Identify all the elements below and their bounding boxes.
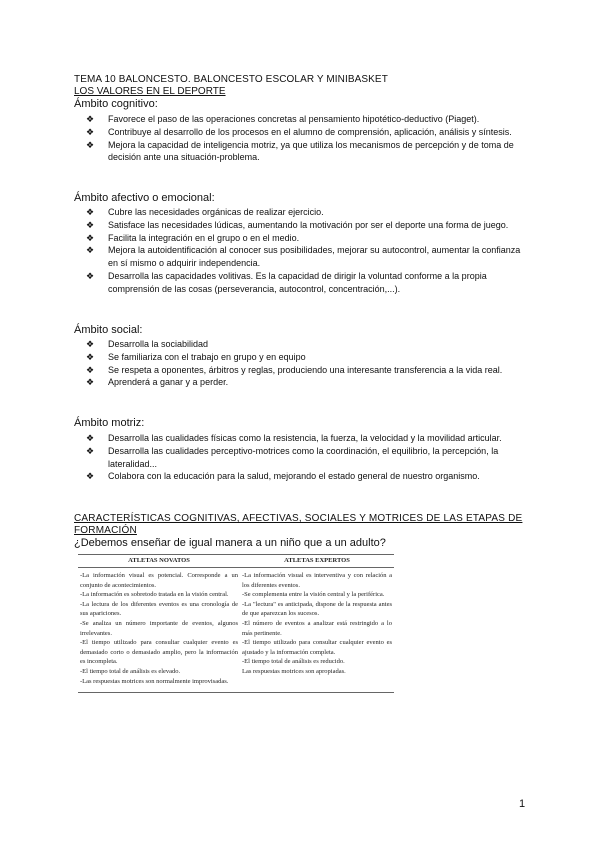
list-item: ❖ Se respeta a oponentes, árbitros y reglas, produciendo una interesante transferencia a la vida real. <box>86 364 503 375</box>
diamond-bullet-icon: ❖ <box>86 471 95 482</box>
table-cell-line: -La "lectura" es anticipada, dispone de la respuesta antes de que aparezcan los sucesos. <box>242 600 392 618</box>
table-cell-line: -La información visual es potencial. Corresponde a un conjunto de acontecimientos. <box>80 572 238 589</box>
table-cell-line: -El tiempo utilizado para consultar cualquier evento es demasiado corto o demasiado amplio, pero la información es incompleta. <box>80 639 238 666</box>
question-text: ¿Debemos enseñar de igual manera a un niño que a un adulto? <box>74 537 386 549</box>
table-cell-line: -El tiempo total de análisis es reducido. <box>242 658 345 666</box>
heading-ambito-social: Ámbito social: <box>74 324 143 336</box>
list-item: ❖ Desarrolla las capacidades volitivas. Es la capacidad de dirigir la voluntad conforme a la propia comprensión de las cosas (perseverancia, autocontrol, concentración,...). <box>86 270 487 294</box>
table-row <box>78 568 394 693</box>
list-item: ❖ Mejora la capacidad de inteligencia motriz, ya que utiliza los mecanismos de percepción y de toma de decisión ante una situación-problema. <box>86 139 514 163</box>
diamond-bullet-icon: ❖ <box>86 364 95 375</box>
diamond-bullet-icon: ❖ <box>86 339 95 349</box>
diamond-bullet-icon: ❖ <box>86 433 95 443</box>
cell-novatos <box>78 568 240 693</box>
table-header-row <box>78 555 394 568</box>
list-item: ❖ Desarrolla la sociabilidad <box>86 339 209 349</box>
list-item: ❖ Colabora con la educación para la salud, mejorando el estado general de nuestro organismo. <box>86 471 480 482</box>
list-item: ❖ Desarrolla las cualidades físicas como la resistencia, la fuerza, la velocidad y la movilidad articular. <box>86 433 502 443</box>
diamond-bullet-icon: ❖ <box>86 377 95 388</box>
list-item: ❖ Contribuye al desarrollo de los procesos en el alumno de comprensión, aplicación, análisis y síntesis. <box>86 126 512 137</box>
table-cell-line: -Las respuestas motrices son normalmente improvisadas. <box>80 677 229 685</box>
column-header-expertos: ATLETAS EXPERTOS <box>240 555 394 568</box>
table-cell-line: -El tiempo utilizado para consultar cualquier evento es ajustado y la información completa. <box>242 639 392 656</box>
diamond-bullet-icon: ❖ <box>86 232 95 243</box>
column-header-novatos: ATLETAS NOVATOS <box>78 555 240 568</box>
diamond-bullet-icon: ❖ <box>86 114 95 124</box>
table-cell-line: -La información es sobretodo tratada en la visión central. <box>80 591 229 599</box>
table-cell-line: -La información visual es interventiva y con relación a los diferentes eventos. <box>242 572 392 589</box>
diamond-bullet-icon: ❖ <box>86 207 95 217</box>
list-ambito-cognitivo <box>82 113 530 164</box>
diamond-bullet-icon: ❖ <box>86 126 95 137</box>
diamond-bullet-icon: ❖ <box>86 351 95 362</box>
list-item: ❖ Desarrolla las cualidades perceptivo-motrices como la coordinación, el equilibrio, la percepción, la lateralidad... <box>86 445 499 469</box>
table-cell-line: Las respuestas motrices son apropiadas. <box>242 667 346 675</box>
diamond-bullet-icon: ❖ <box>86 270 95 281</box>
table-cell-line: -Se analiza un número importante de eventos, algunos irrelevantes. <box>80 619 238 637</box>
list-item: ❖ Se familiariza con el trabajo en grupo y en equipo <box>86 351 306 362</box>
diamond-bullet-icon: ❖ <box>86 219 95 230</box>
list-ambito-social <box>82 338 530 389</box>
section-title-valores: LOS VALORES EN EL DEPORTE <box>74 86 226 97</box>
list-ambito-motriz <box>82 432 530 483</box>
list-ambito-afectivo <box>82 206 530 296</box>
table-cell-line: -Se complementa entre la visión central y la periférica. <box>242 591 385 599</box>
list-item: ❖ Satisface las necesidades lúdicas, aumentando la motivación por ser el deporte una forma de juego. <box>86 219 509 230</box>
document-title: TEMA 10 BALONCESTO. BALONCESTO ESCOLAR Y MINIBASKET <box>74 74 388 85</box>
diamond-bullet-icon: ❖ <box>86 139 95 150</box>
heading-ambito-cognitivo: Ámbito cognitivo: <box>74 98 158 110</box>
page-number: 1 <box>519 798 526 810</box>
list-item: ❖ Facilita la integración en el grupo o en el medio. <box>86 232 300 243</box>
list-item: ❖ Mejora la autoidentificación al conocer sus posibilidades, mejorar su autocontrol, aumentar la confianza en sí mismo o adquirir independencia. <box>86 245 521 269</box>
heading-ambito-motriz: Ámbito motriz: <box>74 417 145 429</box>
table-cell-line: -La lectura de los diferentes eventos es una cronología de sus apariciones. <box>80 600 238 618</box>
list-item: ❖ Aprenderá a ganar y a perder. <box>86 377 229 388</box>
list-item: ❖ Cubre las necesidades orgánicas de realizar ejercicio. <box>86 207 324 217</box>
list-item: ❖ Favorece el paso de las operaciones concretas al pensamiento hipotético-deductivo (Piaget). <box>86 114 480 124</box>
cell-expertos <box>240 568 394 693</box>
diamond-bullet-icon: ❖ <box>86 245 95 256</box>
heading-ambito-afectivo: Ámbito afectivo o emocional: <box>74 192 215 204</box>
comparison-table <box>78 554 394 693</box>
table-cell-line: -El número de eventos a analizar está restringido a lo más pertinente. <box>242 619 392 637</box>
table-cell-line: -El tiempo total de análisis es elevado. <box>80 667 181 675</box>
heading-caracteristicas: CARACTERÍSTICAS COGNITIVAS, AFECTIVAS, SOCIALES Y MOTRICES DE LAS ETAPAS DE FORMACIÓN <box>74 513 523 536</box>
diamond-bullet-icon: ❖ <box>86 445 95 456</box>
